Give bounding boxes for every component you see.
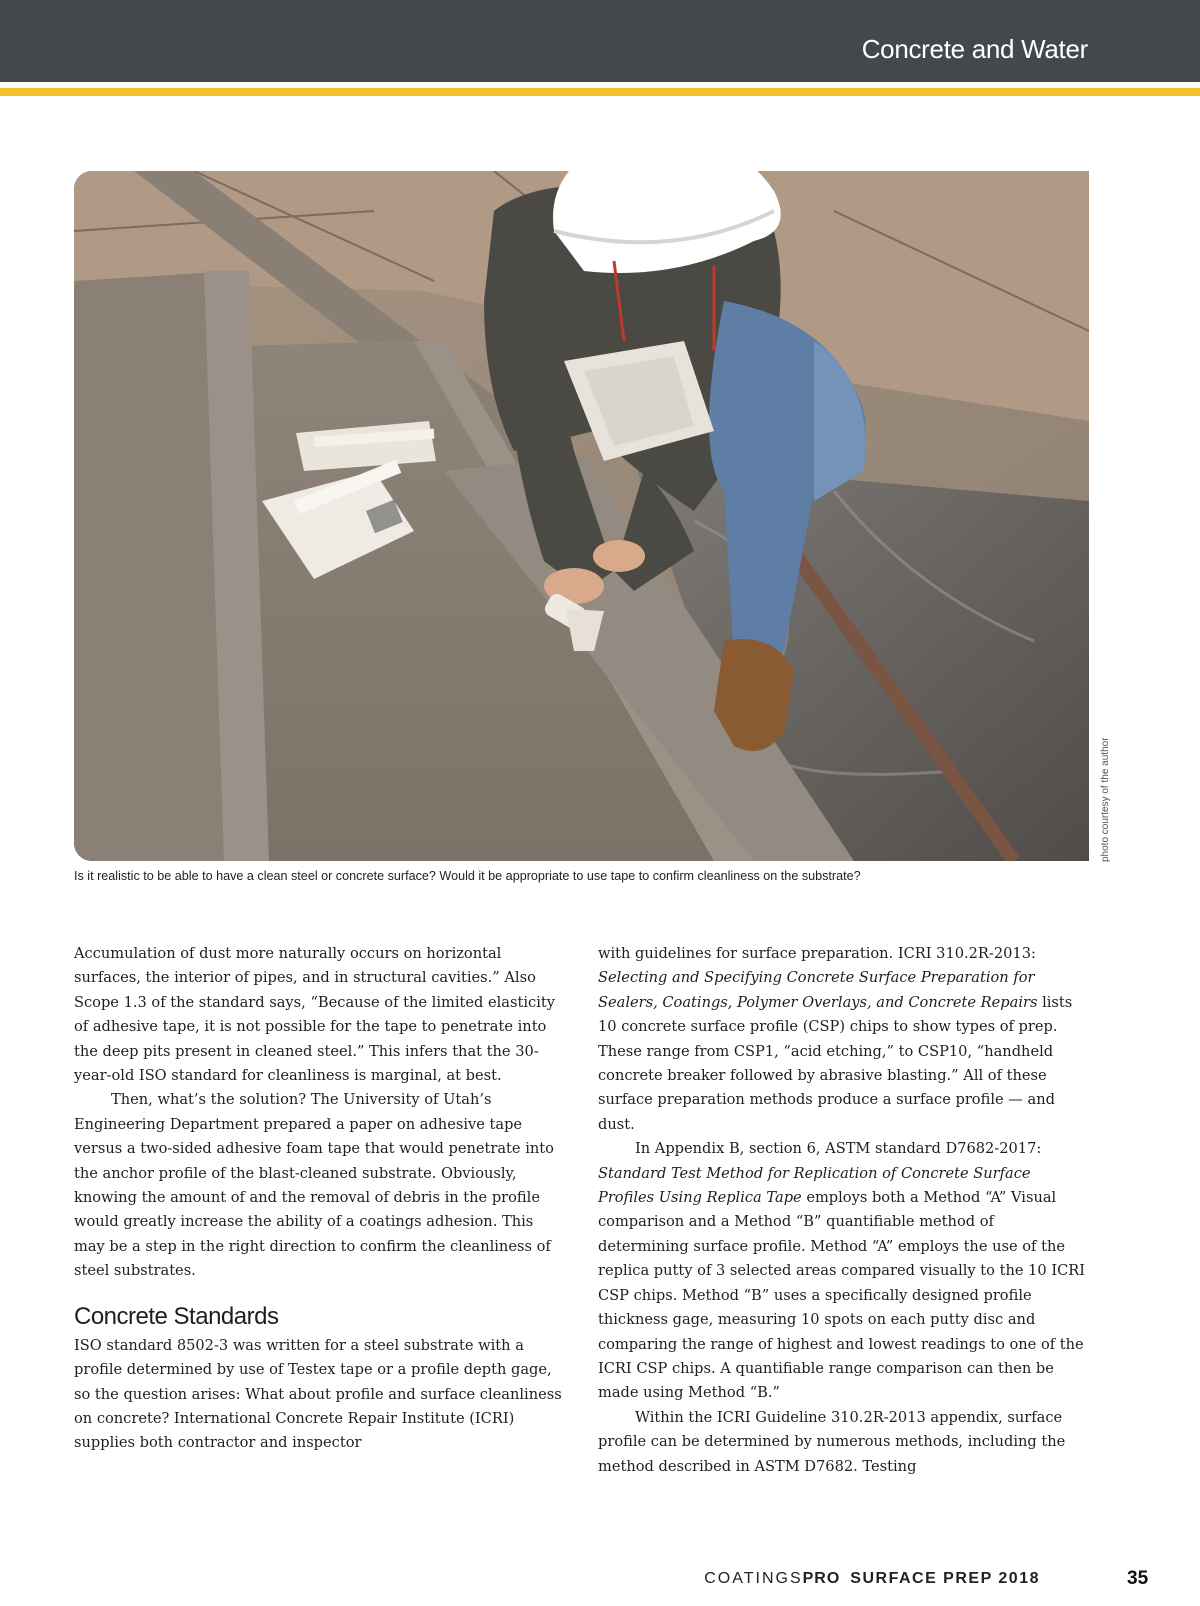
standard-title: Selecting and Specifying Concrete Surface Preparation for Sealers, Coatings, Polymer Overlays, and Concrete Repairs — [598, 969, 1038, 1011]
paragraph: ISO standard 8502-3 was written for a steel substrate with a profile determined by use of Testex tape or a profile depth gage, so the question arises: What about profile and surface cleanliness on concrete? International Concrete Repair Institute (ICRI) supplies both contractor and inspector — [74, 1336, 562, 1452]
paragraph: Within the ICRI Guideline 310.2R-2013 appendix, surface profile can be determined by numerous methods, including the method described in ASTM D7682. Testing — [598, 1408, 1066, 1475]
paragraph: Accumulation of dust more naturally occurs on horizontal surfaces, the interior of pipes, and in structural cavities.” Also Scope 1.3 of the standard says, “Because of the limited elasticity of adhesive tape, it is not possible for the tape to penetrate into the deep pits present in cleaned steel.” This infers that the 30-year-old ISO standard for cleanliness is marginal, at best. — [74, 945, 555, 1085]
photo-credit: photo courtesy of the author — [1100, 737, 1111, 862]
text-run: lists 10 concrete surface profile (CSP) chips to show types of prep. These range from CSP1, “acid etching,” to CSP10, “handheld concrete breaker followed by abrasive blasting.” All of these surface preparation methods produce a surface profile — and dust. — [598, 993, 1073, 1133]
page-number: 35 — [1127, 1568, 1149, 1589]
article-column-right — [598, 942, 1088, 1479]
footer-publication — [704, 1570, 1040, 1588]
header-bar — [0, 0, 1200, 82]
issue-title: SURFACE PREP 2018 — [850, 1570, 1040, 1587]
standard-title: Standard Test Method for Replication of Concrete Surface Profiles Using Replica Tape — [598, 1164, 1031, 1207]
text-run: employs both a Method “A” Visual comparison and a Method “B” quantifiable method of determining surface profile. Method “A” employs the use of the replica putty of 3 selected areas compared visually to the 10 ICRI CSP chips. Method “B” uses a specifically designed profile thickness gage, measuring 10 spots on each putty disc and comparing the range of highest and lowest readings to one of the ICRI CSP chips. A quantifiable range comparison can then be made using Method “B.” — [598, 1189, 1086, 1402]
paragraph: Then, what’s the solution? The University of Utah’s Engineering Department prepared a paper on adhesive tape versus a two-sided adhesive foam tape that would penetrate into the anchor profile of the blast-cleaned substrate. Obviously, knowing the amount of and the removal of debris in the profile would greatly increase the ability of a coatings adhesion. This may be a step in the right direction to confirm the cleanliness of steel substrates. — [74, 1091, 554, 1280]
paragraph — [598, 942, 1088, 1137]
paragraph — [598, 1137, 1088, 1405]
section-heading: Concrete Standards — [74, 1302, 279, 1330]
brand-name-bold: PRO — [802, 1570, 841, 1587]
accent-stripe — [0, 88, 1200, 96]
text-run: with guidelines for surface preparation. ICRI 310.2R-2013: — [598, 945, 1036, 962]
photo-icon — [74, 171, 1089, 861]
article-photo — [74, 171, 1089, 861]
text-run: In Appendix B, section 6, ASTM standard D7682-2017: — [635, 1140, 1042, 1158]
article-column-left — [74, 942, 564, 1456]
section-title: Concrete and Water — [861, 34, 1088, 64]
photo-caption: Is it realistic to be able to have a clean steel or concrete surface? Would it be appropriate to use tape to confirm cleanliness on the substrate? — [74, 869, 861, 883]
brand-name: COATINGS — [704, 1570, 803, 1587]
